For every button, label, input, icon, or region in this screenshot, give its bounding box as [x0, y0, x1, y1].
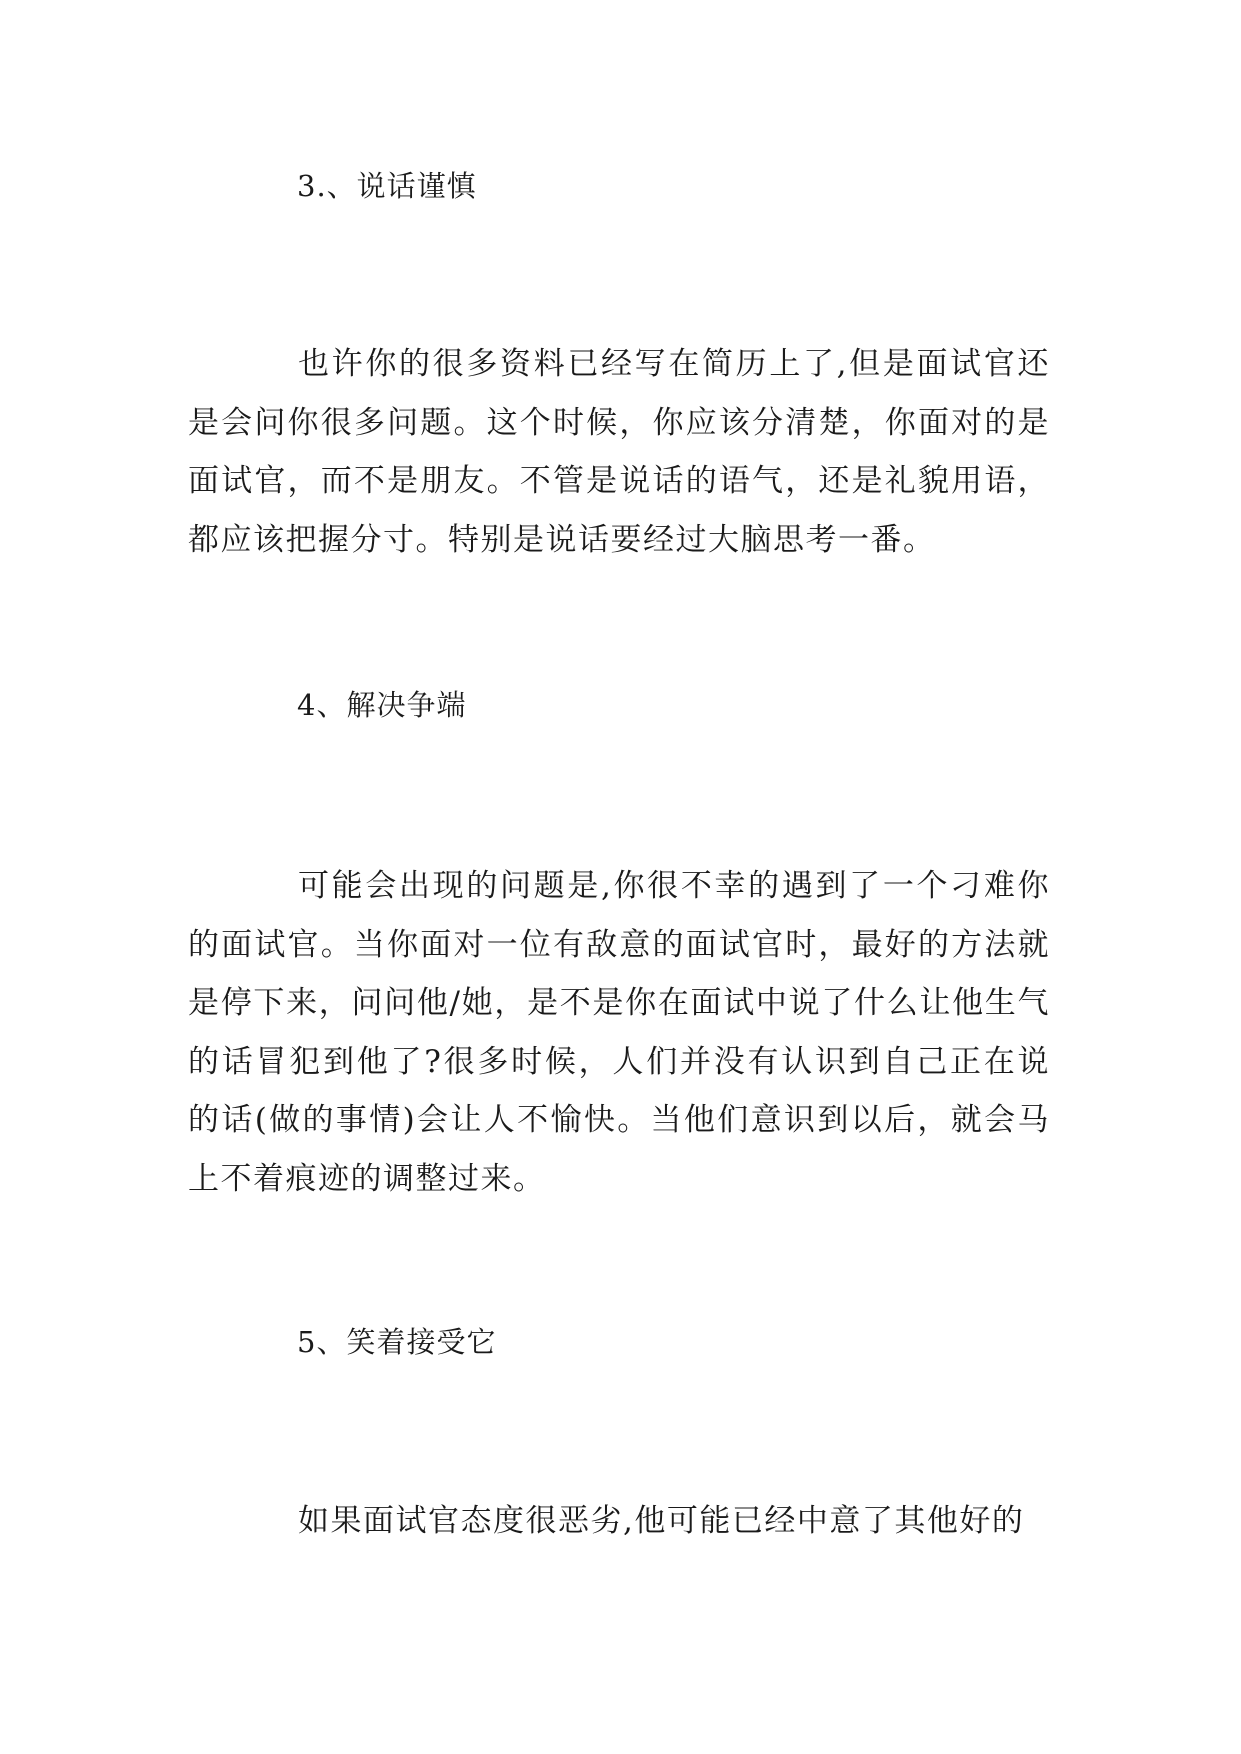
section-heading-4: 4、解决争端: [297, 688, 467, 722]
section-paragraph-4: 可能会出现的问题是,你很不幸的遇到了一个刁难你的面试官。当你面对一位有敌意的面试官时，最好的方法就是停下来，问问他/她，是不是你在面试中说了什么让他生气的话冒犯到他了?很多时候，人们并没有认识到自己正在说的话(做的事情)会让人不愉快。当他们意识到以后，就会马上不着痕迹的调整过来。: [188, 868, 1050, 1197]
section-paragraph-3: 也许你的很多资料已经写在简历上了,但是面试官还是会问你很多问题。这个时候，你应该分清楚，你面对的是面试官，而不是朋友。不管是说话的语气，还是礼貌用语，都应该把握分寸。特别是说话要经过大脑思考一番。: [188, 346, 1050, 558]
section-heading-3: 3.、说话谨慎: [297, 169, 477, 203]
section-heading-5: 5、笑着接受它: [297, 1325, 497, 1359]
section-paragraph-5: 如果面试官态度很恶劣,他可能已经中意了其他好的: [298, 1503, 1025, 1539]
